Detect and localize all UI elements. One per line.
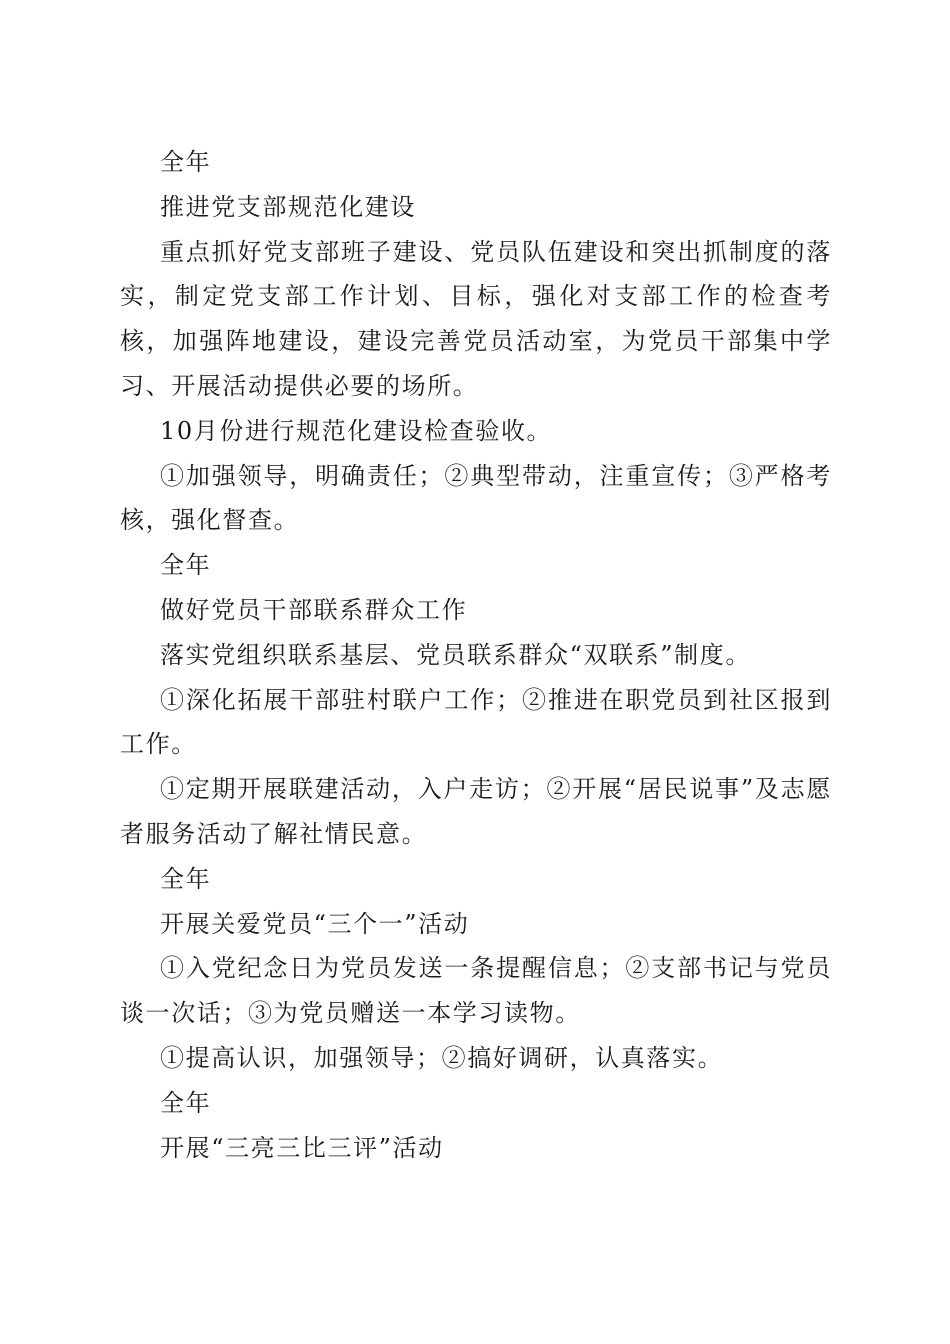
paragraph-task-steps-2: ①深化拓展干部驻村联户工作；②推进在职党员到社区报到工作。 (120, 685, 832, 759)
paragraph-task-title-4: 开展“三亮三比三评”活动 (160, 1133, 444, 1162)
paragraph-task-title-1: 推进党支部规范化建设 (160, 192, 416, 221)
paragraph-period-1: 全年 (160, 148, 212, 176)
paragraph-task-content-1: 重点抓好党支部班子建设、党员队伍建设和突出抓制度的落实，制定党支部工作计划、目标，强化对支部工作的检查考核，加强阵地建设，建设完善党员活动室，为党员干部集中学习、开展活动提供必要的场所。 (120, 237, 832, 400)
paragraph-period-4: 全年 (160, 1088, 212, 1117)
paragraph-task-content-2: 落实党组织联系基层、党员联系群众“双联系”制度。 (160, 640, 751, 669)
document-body (120, 140, 832, 1170)
paragraph-task-measures-3: ①提高认识，加强领导；②搞好调研，认真落实。 (160, 1043, 724, 1072)
paragraph-period-2: 全年 (160, 551, 212, 580)
paragraph-task-title-3: 开展关爱党员“三个一”活动 (160, 909, 470, 938)
paragraph-period-3: 全年 (160, 864, 212, 893)
paragraph-task-deadline-1: 10月份进行规范化建设检查验收。 (160, 416, 553, 445)
paragraph-task-title-2: 做好党员干部联系群众工作 (160, 595, 468, 624)
paragraph-task-content-3: ①入党纪念日为党员发送一条提醒信息；②支部书记与党员谈一次话；③为党员赠送一本学习读物。 (120, 954, 832, 1028)
paragraph-task-measures-2: ①定期开展联建活动，入户走访；②开展“居民说事”及志愿者服务活动了解社情民意。 (120, 775, 832, 848)
paragraph-task-measures-1: ①加强领导，明确责任；②典型带动，注重宣传；③严格考核，强化督查。 (120, 461, 832, 535)
